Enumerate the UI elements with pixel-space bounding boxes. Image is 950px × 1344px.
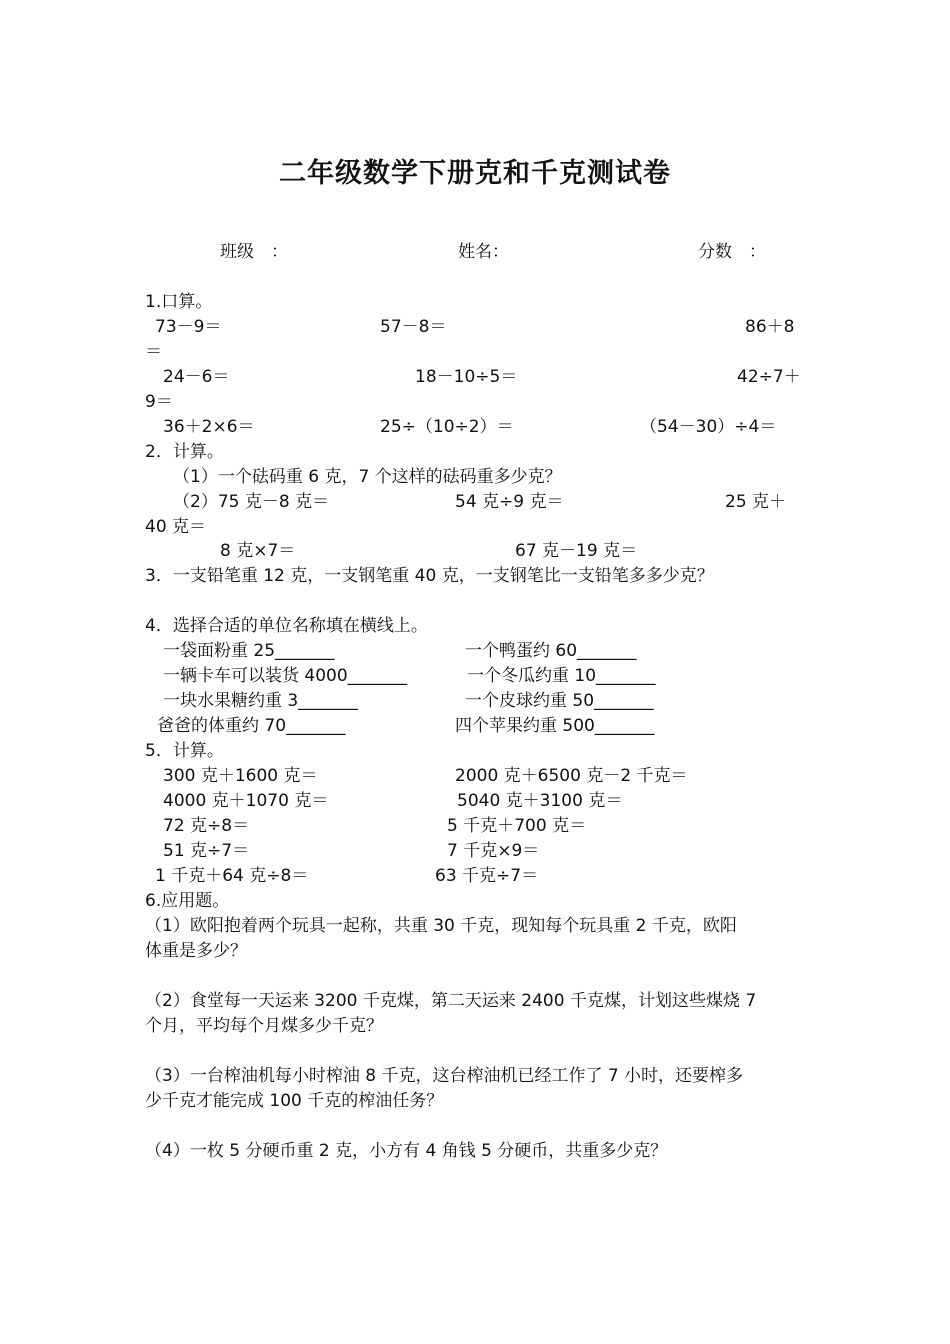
- section-1-heading: 1.口算。: [145, 292, 213, 312]
- oral-item: 57－8＝: [380, 317, 447, 337]
- oral-item: 73－9＝: [155, 317, 222, 337]
- oral-item: ＝: [145, 342, 162, 362]
- oral-item: 9＝: [145, 392, 173, 412]
- word-problem-line: （3）一台榨油机每小时榨油 8 千克，这台榨油机已经工作了 7 小时，还要榨多: [145, 1066, 744, 1086]
- calc-item: 63 千克÷7＝: [435, 866, 539, 886]
- word-problem-line: 体重是多少？: [145, 941, 247, 961]
- fill-blank-item: 爸爸的体重约 70_______: [157, 716, 346, 736]
- calc-item: 5040 克＋3100 克＝: [457, 791, 623, 811]
- calc-item: 8 克×7＝: [220, 541, 296, 561]
- calc-item: 7 千克×9＝: [447, 841, 540, 861]
- section-3-question: 3．一支铅笔重 12 克，一支钢笔重 40 克，一支钢笔比一支铅笔多多少克？: [145, 566, 714, 586]
- oral-item: 36＋2×6＝: [163, 417, 255, 437]
- page-title: 二年级数学下册克和千克测试卷: [279, 158, 671, 189]
- fill-blank-item: 一块水果糖约重 3_______: [163, 691, 358, 711]
- oral-item: （54－30）÷4＝: [640, 417, 777, 437]
- calc-item: 51 克÷7＝: [163, 841, 250, 861]
- class-label: 班级 ：: [220, 242, 288, 262]
- oral-item: 42÷7＋: [737, 367, 801, 387]
- section-6-heading: 6.应用题。: [145, 891, 230, 911]
- fill-blank-item: 一个皮球约重 50_______: [465, 691, 654, 711]
- fill-blank-item: 一个冬瓜约重 10_______: [467, 666, 656, 686]
- fill-blank-item: 一袋面粉重 25_______: [163, 641, 335, 661]
- section-2-heading: 2．计算。: [145, 442, 224, 462]
- word-problem-line: 少千克才能完成 100 千克的榨油任务？: [145, 1091, 444, 1111]
- fill-blank-item: 四个苹果约重 500_______: [455, 716, 655, 736]
- oral-item: 18－10÷5＝: [415, 367, 518, 387]
- calc-item: 40 克＝: [145, 517, 207, 537]
- section-4-heading: 4．选择合适的单位名称填在横线上。: [145, 616, 428, 636]
- word-problem-line: （2）食堂每一天运来 3200 千克煤，第二天运来 2400 千克煤，计划这些煤烧 7: [145, 991, 757, 1011]
- name-label: 姓名：: [458, 242, 509, 262]
- calc-item: 25 克＋: [725, 492, 787, 512]
- question-text: （1）一个砝码重 6 克，7 个这样的砝码重多少克？: [173, 467, 562, 487]
- calc-item: 72 克÷8＝: [163, 816, 250, 836]
- score-label: 分数 ：: [698, 242, 766, 262]
- calc-item: 67 克－19 克＝: [515, 541, 638, 561]
- oral-item: 86＋8: [745, 317, 795, 337]
- fill-blank-item: 一个鸭蛋约 60_______: [465, 641, 637, 661]
- word-problem-line: （4）一枚 5 分硬币重 2 克，小方有 4 角钱 5 分硬币，共重多少克？: [145, 1141, 668, 1161]
- oral-item: 25÷（10÷2）＝: [380, 417, 514, 437]
- calc-item: 5 千克＋700 克＝: [447, 816, 587, 836]
- calc-item: 1 千克＋64 克÷8＝: [155, 866, 309, 886]
- word-problem-line: 个月，平均每个月煤多少千克？: [145, 1016, 383, 1036]
- oral-item: 24－6＝: [163, 367, 230, 387]
- word-problem-line: （1）欧阳抱着两个玩具一起称，共重 30 千克，现知每个玩具重 2 千克，欧阳: [145, 916, 737, 936]
- calc-item: 54 克÷9 克＝: [455, 492, 564, 512]
- fill-blank-item: 一辆卡车可以装货 4000_______: [163, 666, 408, 686]
- calc-item: （2）75 克－8 克＝: [173, 492, 330, 512]
- section-5-heading: 5．计算。: [145, 741, 224, 761]
- calc-item: 4000 克＋1070 克＝: [163, 791, 329, 811]
- calc-item: 2000 克＋6500 克－2 千克＝: [455, 766, 688, 786]
- calc-item: 300 克＋1600 克＝: [163, 766, 318, 786]
